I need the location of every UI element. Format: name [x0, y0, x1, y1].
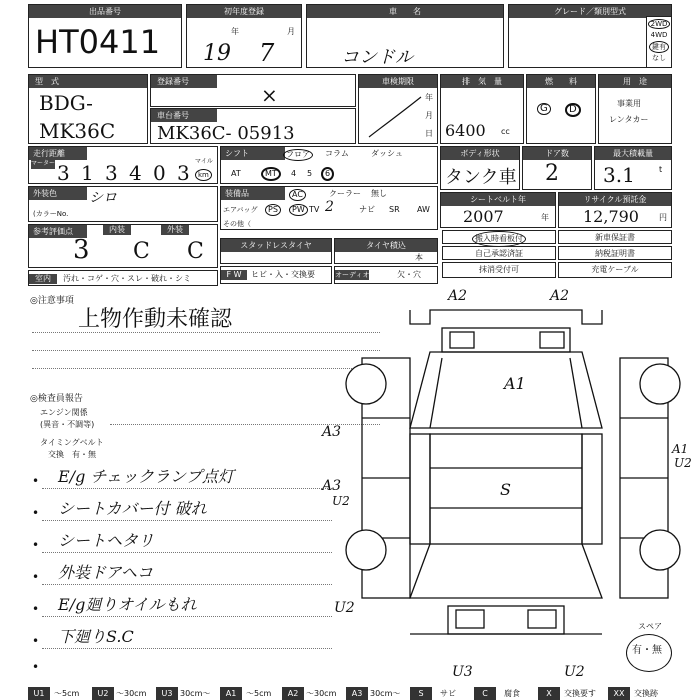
shift-box	[220, 146, 438, 184]
inspector-title: ◎検査員報告	[30, 394, 83, 404]
notes-title: ◎注意事項	[30, 296, 74, 306]
grade-label: グレード／類別型式	[509, 5, 671, 18]
seatbelt-box	[440, 192, 556, 228]
shift-4: 4	[291, 169, 297, 178]
lot-number: HT0411	[35, 23, 161, 61]
mark-right-a1: A1	[672, 442, 689, 456]
legend-key: A2	[282, 687, 304, 700]
mark-bed: S	[500, 480, 511, 499]
mileage-unit-km: km	[195, 169, 212, 181]
drive-box	[646, 16, 672, 68]
legend-value: 交換要す	[564, 689, 596, 698]
shift-mt: MT	[261, 167, 281, 181]
tires-label: タイヤ積込	[335, 239, 437, 252]
mileage-unit-mile: マイル	[195, 158, 213, 165]
reg-number: ×	[261, 83, 278, 107]
displacement-value: 6400	[445, 121, 486, 140]
equip-navi: ナビ	[359, 205, 375, 214]
inspection-month: 月	[425, 111, 433, 120]
equipment-label: 装備品	[221, 187, 285, 200]
delivery-doc-badge: 搬入時看板付	[442, 230, 556, 244]
list-item: • 外装ドアヘコ	[32, 558, 332, 588]
legend-value: 交換跡	[634, 689, 658, 698]
engine-sub: (異音・不調等)	[40, 420, 95, 429]
mark-left-u2-small: U2	[332, 494, 350, 508]
lot-number-label: 出品番号	[29, 5, 181, 18]
damage-legend	[28, 687, 700, 700]
list-bullet: •	[32, 660, 40, 674]
list-item: • 下廻りS.C	[32, 622, 332, 652]
fuel-label: 燃 料	[527, 75, 595, 88]
legend-key: A1	[220, 687, 242, 700]
equip-tv: TV	[309, 205, 320, 214]
fw-value: ヒビ・入・交換要	[251, 270, 315, 279]
chassis-box	[150, 108, 356, 144]
mark-right-u2: U2	[674, 456, 692, 470]
equip-aero: エアバッグ	[223, 206, 258, 214]
first-registration-box	[186, 4, 302, 68]
timing-value: 交換 有・無	[48, 450, 96, 459]
mileage-digit: 0	[153, 161, 166, 185]
use-box	[598, 74, 672, 144]
color-label: 外装色	[29, 187, 87, 200]
doors-label: ドア数	[523, 147, 591, 160]
key-none: なし	[652, 54, 666, 62]
first-registration-label: 初年度登録	[187, 5, 301, 18]
room-box	[28, 270, 218, 286]
equip-other: その他（	[223, 220, 251, 228]
max-load-label: 最大積載量	[595, 147, 671, 160]
legend-value: ～5cm	[54, 689, 80, 698]
room-label: 室内	[29, 274, 57, 284]
cancel-receipt-badge: 抹消受付可	[442, 262, 556, 278]
max-load-value: 3.1	[603, 163, 635, 187]
interior-label: 内装	[103, 225, 131, 235]
mark-left-a3: A3	[322, 424, 342, 440]
first-registration-month: 7	[259, 39, 275, 67]
reg-number-label: 登録番号	[151, 75, 217, 88]
legend-key: U3	[156, 687, 178, 700]
doors-value: 2	[545, 161, 559, 186]
model-type-label: 型 式	[29, 75, 147, 88]
mark-bottom-u3: U3	[452, 664, 473, 680]
seatbelt-label: シートベルト年	[441, 193, 555, 206]
new-warranty-badge: 新車保証書	[558, 230, 672, 244]
use-rental: レンタカー	[609, 115, 649, 124]
car-name-box	[306, 4, 504, 68]
audio-value: 欠・穴	[397, 270, 421, 279]
inspector-line: E/g チェックランプ点灯	[58, 467, 234, 486]
studless-label: スタッドレスタイヤ	[221, 239, 331, 252]
model-type-1: BDG-	[39, 91, 93, 115]
mileage-digit: 3	[57, 161, 70, 185]
equip-cooler: クーラー	[329, 189, 361, 198]
equip-pw: PW	[289, 204, 308, 216]
mileage-digit: 1	[81, 161, 94, 185]
legend-key: A3	[346, 687, 368, 700]
body-shape-label: ボディ形状	[441, 147, 519, 160]
inspector-line: 外装ドアヘコ	[58, 563, 153, 582]
max-load-box	[594, 146, 672, 190]
legend-key: XX	[608, 687, 630, 700]
mark-rear-left: U2	[334, 600, 355, 616]
spare-label: スペア	[638, 622, 662, 631]
legend-value: ～30cm	[116, 689, 147, 698]
legend-key: S	[410, 687, 432, 700]
month-label: 月	[287, 27, 295, 36]
inspector-line: 下廻りS.C	[58, 627, 134, 646]
seatbelt-unit: 年	[541, 213, 549, 222]
interior-value: C	[133, 239, 150, 264]
audio-label: オーディオ	[335, 271, 370, 279]
lot-number-box	[28, 4, 182, 68]
mileage-label: 走行距離	[29, 147, 87, 160]
notes-line-1: 上物作動未確認	[78, 307, 233, 332]
shift-dash: ダッシュ	[371, 149, 403, 158]
model-type-2: MK36C	[39, 119, 116, 143]
inspector-line: E/g廻りオイルもれ	[58, 595, 197, 614]
studless-box	[220, 238, 332, 264]
mark-top-right: A2	[550, 288, 570, 304]
displacement-label: 排 気 量	[441, 75, 523, 88]
spare-value: 有・無	[632, 645, 662, 656]
color-number-label: (カラーNo.	[33, 210, 69, 218]
score-label: 参考評価点	[29, 225, 87, 238]
mileage-digit: 3	[177, 161, 190, 185]
chassis-number: MK36C- 05913	[157, 123, 295, 144]
equip-none: 無し	[371, 189, 387, 198]
tires-box	[334, 238, 438, 264]
fuel-g: G	[537, 103, 551, 115]
auto-approval-badge: 自己承認済証	[442, 246, 556, 260]
body-shape-box	[440, 146, 520, 190]
note-rule	[32, 350, 380, 351]
fuel-d: D	[565, 103, 581, 117]
mileage-digit: 4	[129, 161, 142, 185]
charge-cable-badge: 充電ケーブル	[558, 262, 672, 278]
equip-aw: AW	[417, 205, 430, 214]
mark-bottom-u2: U2	[564, 664, 585, 680]
score-value: 3	[73, 235, 90, 265]
displacement-unit: cc	[501, 127, 510, 136]
legend-key: X	[538, 687, 560, 700]
chassis-label: 車台番号	[151, 109, 217, 122]
recycle-unit: 円	[659, 213, 667, 222]
fw-label: F W	[221, 270, 247, 280]
recycle-box	[558, 192, 672, 228]
meter-label: マーター	[31, 160, 56, 167]
body-shape-value: タンク車	[445, 167, 517, 188]
note-rule	[32, 368, 380, 369]
legend-value: 30cm～	[180, 689, 211, 698]
displacement-box	[440, 74, 524, 144]
year-label: 年	[231, 27, 239, 36]
shift-floor: フロア	[283, 149, 313, 161]
doors-box	[522, 146, 592, 190]
legend-value: ～5cm	[246, 689, 272, 698]
list-item: • シートヘタリ	[32, 526, 332, 556]
outer-label: 外装	[161, 225, 189, 235]
equip-ac: AC	[289, 189, 306, 201]
inspector-line: シートヘタリ	[58, 531, 155, 550]
mileage-box	[28, 146, 218, 184]
recycle-value: 12,790	[583, 207, 639, 226]
inspection-day: 日	[425, 129, 433, 138]
max-load-unit: t	[659, 165, 663, 174]
shift-5: 5	[307, 169, 313, 178]
equip-count: 2	[325, 199, 334, 215]
first-registration-year: 19	[203, 41, 231, 66]
grades-box	[28, 224, 218, 268]
shift-column: コラム	[325, 149, 349, 158]
fw-box	[220, 266, 332, 284]
inspection-box	[358, 74, 438, 144]
audio-box	[334, 266, 438, 284]
use-business: 事業用	[617, 99, 641, 108]
room-value: 汚れ・コゲ・穴・スレ・破れ・シミ	[63, 274, 191, 283]
inspector-line: シートカバー付 破れ	[58, 499, 207, 518]
equipment-box	[220, 186, 438, 230]
legend-value: 腐食	[504, 689, 520, 698]
car-name-label: 車 名	[307, 5, 503, 18]
recycle-label: リサイクル預託金	[559, 193, 671, 206]
model-type-box	[28, 74, 148, 144]
car-name: コンドル	[341, 47, 413, 68]
legend-key: U1	[28, 687, 50, 700]
shift-label: シフト	[221, 147, 285, 160]
mark-left-a3-u2: A3	[322, 478, 342, 494]
list-item: • E/g廻りオイルもれ	[32, 590, 332, 620]
list-item: • シートカバー付 破れ	[32, 494, 332, 524]
color-value: シロ	[89, 190, 117, 206]
seatbelt-year: 2007	[463, 207, 504, 226]
use-label: 用 途	[599, 75, 671, 88]
inspection-year: 年	[425, 93, 433, 102]
fuel-box	[526, 74, 596, 144]
engine-label: エンジン関係	[40, 408, 88, 417]
mileage-digit: 3	[105, 161, 118, 185]
timing-label: タイミングベルト	[40, 438, 104, 447]
spare-box	[624, 622, 674, 672]
note-rule	[32, 332, 380, 333]
outer-value: C	[187, 239, 204, 264]
equip-ps: PS	[265, 204, 281, 216]
tax-cert-badge: 納税証明書	[558, 246, 672, 260]
legend-value: 30cm～	[370, 689, 401, 698]
legend-value: ～30cm	[306, 689, 337, 698]
key-label: 鍵有	[647, 41, 671, 53]
mark-top-left: A2	[448, 288, 468, 304]
inspection-label: 車検期限	[359, 75, 437, 88]
equip-sr: SR	[389, 205, 400, 214]
drive-2wd: 2WD	[647, 19, 671, 29]
list-item: • E/g チェックランプ点灯	[32, 462, 332, 492]
color-box	[28, 186, 218, 222]
inspection-strike	[367, 93, 423, 139]
legend-value: サビ	[440, 689, 456, 698]
mark-roof: A1	[504, 374, 526, 393]
tires-unit: 本	[415, 253, 423, 262]
drive-4wd: 4WD	[650, 31, 668, 39]
shift-at: AT	[231, 169, 241, 178]
legend-key: C	[474, 687, 496, 700]
shift-6: 6	[321, 167, 334, 181]
legend-key: U2	[92, 687, 114, 700]
reg-number-box	[150, 74, 356, 107]
